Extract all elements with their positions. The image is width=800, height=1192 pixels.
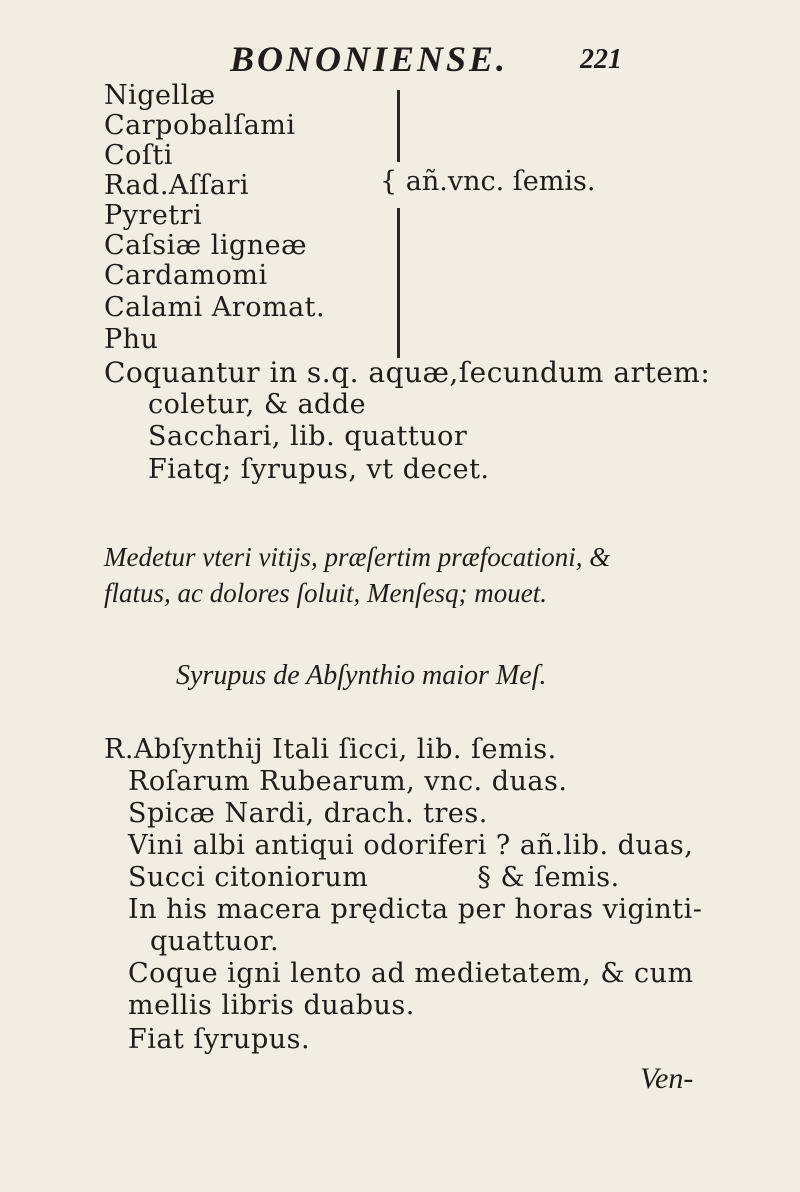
- recipe-line: In his macera prędicta per horas viginti-: [128, 894, 703, 925]
- instruction-line: coletur, & adde: [148, 389, 367, 420]
- ingredient-line: Rad.Aſſari: [104, 170, 250, 201]
- ingredient-line: Calami Aromat.: [104, 292, 326, 323]
- recipe-line: mellis libris duabus.: [128, 990, 415, 1021]
- recipe-line: Fiat ſyrupus.: [128, 1024, 311, 1055]
- recipe-line: Coque igni lento ad medietatem, & cum: [128, 958, 694, 989]
- recipe-line: Succi citoniorum § & ſemis.: [128, 862, 620, 893]
- ingredient-line: Phu: [104, 324, 159, 355]
- recipe-line: R.Abſynthij Itali ſicci, lib. ſemis.: [104, 734, 557, 765]
- brace-top: [397, 90, 400, 162]
- recipe-title: Syrupus de Abſynthio maior Meſ.: [176, 660, 547, 691]
- instruction-line: Sacchari, lib. quattuor: [148, 421, 468, 452]
- ingredient-line: Coſti: [104, 140, 173, 171]
- recipe-line: quattuor.: [150, 926, 280, 957]
- brace-bottom: [397, 208, 400, 358]
- recipe-line: Spicæ Nardi, drach. tres.: [128, 798, 488, 829]
- ingredient-line: Caſsiæ ligneæ: [104, 230, 308, 261]
- running-title: BONONIENSE.: [230, 39, 509, 79]
- ingredient-line: Nigellæ: [104, 80, 216, 111]
- ingredient-line: Cardamomi: [104, 260, 268, 291]
- note-line: Medetur vteri vitijs, præſertim præfocationi, &: [104, 542, 611, 572]
- recipe-line: Vini albi antiqui odoriferi ? añ.lib. duas,: [128, 830, 694, 861]
- catchword: Ven-: [640, 1062, 694, 1095]
- instruction-line: Coquantur in s.q. aquæ,ſecundum artem:: [104, 356, 711, 389]
- note-line: flatus, ac dolores ſoluit, Menſesq; mouet.: [104, 578, 547, 608]
- ingredient-line: Pyretri: [104, 200, 203, 231]
- recipe-line: Roſarum Rubearum, vnc. duas.: [128, 766, 568, 797]
- page-number: 221: [580, 44, 622, 75]
- ingredient-line: Carpobalſami: [104, 110, 296, 141]
- instruction-line: Fiatq; ſyrupus, vt decet.: [148, 454, 490, 485]
- dosage-label: { añ.vnc. ſemis.: [380, 166, 596, 197]
